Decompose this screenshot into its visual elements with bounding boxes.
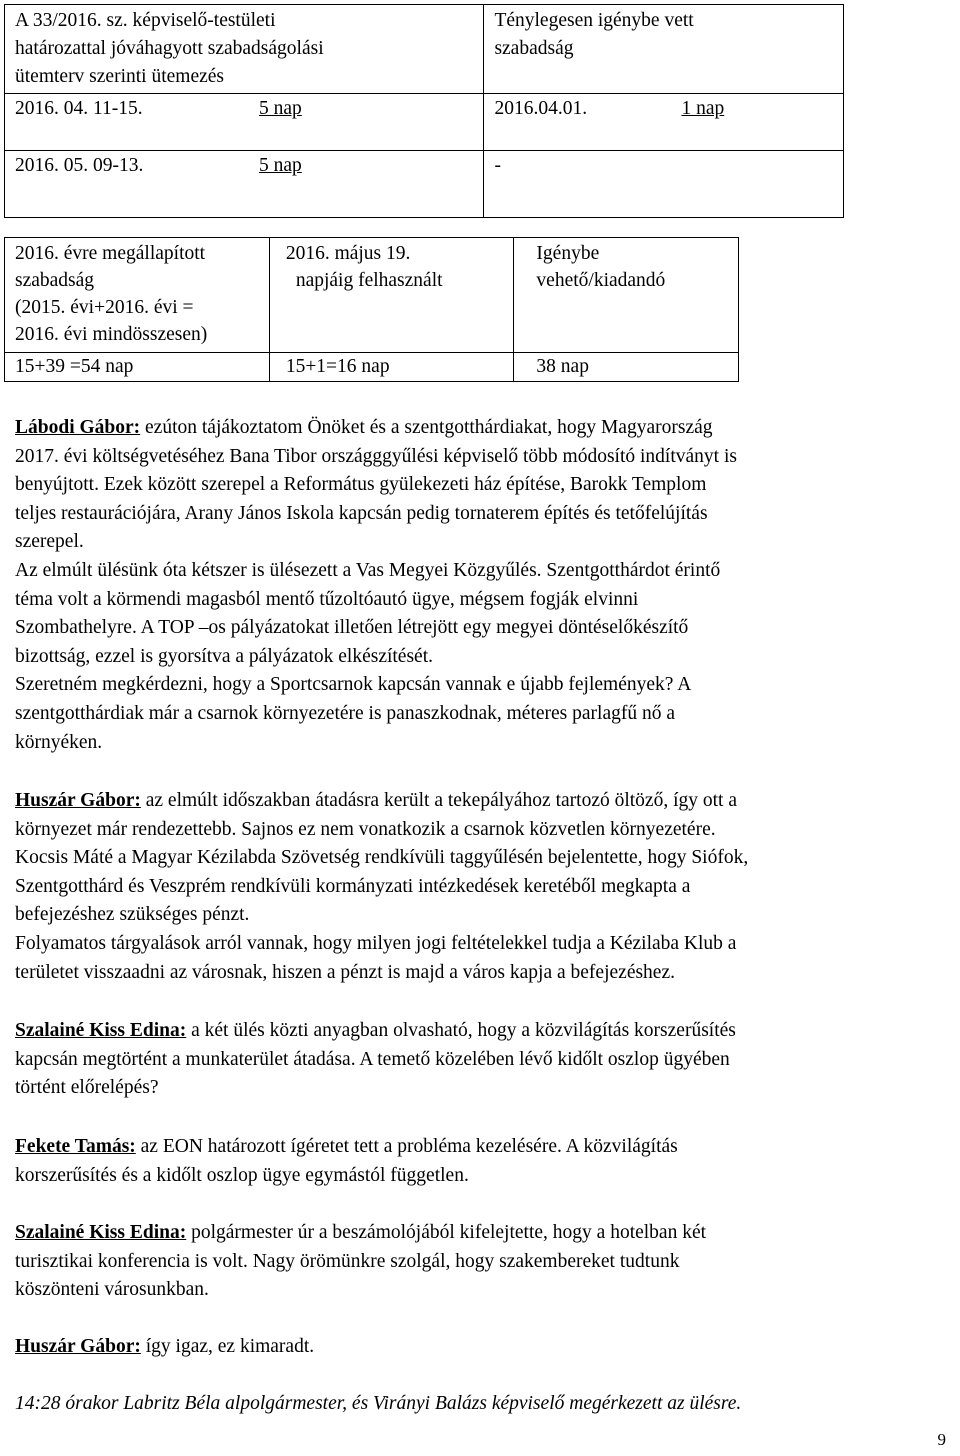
text-line: benyújtott. Ezek között szerepel a Református gyülekezeti ház építése, Barokk Templom <box>15 474 707 496</box>
text-line: bizottság, ezzel is gyorsítva a pályázatok elkészítését. <box>15 645 434 667</box>
planned-date: 2016. 05. 09-13. <box>15 155 144 176</box>
header-line: 2016. május 19. <box>285 243 411 264</box>
schedule-row2-planned <box>5 151 484 218</box>
schedule-row2-actual <box>484 151 844 218</box>
actual-date: 2016.04.01. <box>494 98 588 119</box>
header-line: Ténylegesen igénybe vett <box>494 10 694 31</box>
speaker-name: Huszár Gábor: <box>15 790 141 811</box>
value-text: 15+39 =54 nap <box>15 356 134 377</box>
text-line: Szeretném megkérdezni, hogy a Sportcsarnok kapcsán vannak e újabb fejlemények? A <box>15 674 692 696</box>
speaker-name: Szalainé Kiss Edina: <box>15 1222 187 1243</box>
summary-header-used <box>269 238 514 353</box>
text-line: Az elmúlt ülésünk óta kétszer is ülésezett a Vas Megyei Közgyűlés. Szentgotthárdot érintő <box>15 559 721 581</box>
text-line: teljes restaurációjára, Arany János Iskola kapcsán pedig tornaterem építés és tetőfelújítás <box>15 502 708 524</box>
schedule-row1-actual <box>484 94 844 151</box>
text-line: köszönteni városunkban. <box>15 1279 209 1301</box>
text-line: Szombathelyre. A TOP –os pályázatokat illetően létrejött egy megyei döntéselőkészítő <box>15 617 689 639</box>
value-text: 15+1=16 nap <box>285 356 390 377</box>
text-line: ezúton tájákoztatom Önöket és a szentgotthárdiakat, hogy Magyarország <box>140 417 713 438</box>
text-line: befejezéshez szükséges pénzt. <box>15 904 250 926</box>
header-line: szabadság <box>494 38 574 59</box>
summary-value-total <box>5 353 270 382</box>
planned-days: 5 nap <box>259 155 302 176</box>
text-line: Szentgotthárd és Veszprém rendkívüli kormányzati intézkedések keretéből megkapta a <box>15 875 691 897</box>
header-line: (2015. évi+2016. évi = <box>15 297 194 318</box>
header-line: 2016. évi mindösszesen) <box>15 324 208 345</box>
text-line: 14:28 órakor Labritz Béla alpolgármester, és Virányi Balázs képviselő megérkezett az ülésre. <box>15 1393 742 1414</box>
text-line: turisztikai konferencia is volt. Nagy örömünkre szolgál, hogy szakembereket tudtunk <box>15 1250 680 1272</box>
paragraph-szalaine-2 <box>15 1219 945 1305</box>
text-line: környezet már rendezettebb. Sajnos ez nem vonatkozik a csarnok közvetlen környezetére. <box>15 818 716 840</box>
arrival-note <box>15 1390 945 1419</box>
page-number: 9 <box>937 1430 946 1449</box>
schedule-header-planned <box>5 5 484 94</box>
text-line: környéken. <box>15 731 103 753</box>
speaker-name: Lábodi Gábor: <box>15 417 141 438</box>
speaker-name: Fekete Tamás: <box>15 1136 136 1157</box>
text-line: korszerűsítés és a kidőlt oszlop ügye egymástól független. <box>15 1164 469 1186</box>
paragraph-fekete <box>15 1133 945 1190</box>
text-line: kapcsán megtörtént a munkaterület átadása. A temető közelében lévő kidőlt oszlop ügyében <box>15 1048 730 1070</box>
text-line: 2017. évi költségvetéséhez Bana Tibor országggyűlési képviselő több módosító indítványt is <box>15 445 737 467</box>
header-line: szabadság <box>15 270 95 291</box>
actual-days: 1 nap <box>681 98 725 119</box>
summary-header-total <box>5 238 270 353</box>
speaker-name: Szalainé Kiss Edina: <box>15 1020 187 1041</box>
text-line: Kocsis Máté a Magyar Kézilabda Szövetség rendkívüli taggyűlésén bejelentette, hogy Siófok, <box>15 847 749 869</box>
paragraph-huszar-1 <box>15 787 945 987</box>
text-line: Folyamatos tárgyalások arról vannak, hogy milyen jogi feltételekkel tudja a Kézilaba Klub a <box>15 932 737 954</box>
schedule-row1-planned <box>5 94 484 151</box>
text-line: polgármester úr a beszámolójából kifelejtette, hogy a hotelban két <box>186 1222 707 1243</box>
text-line: történt előrelépés? <box>15 1077 159 1099</box>
header-line: vehető/kiadandó <box>536 270 666 291</box>
value-text: 38 nap <box>536 356 589 377</box>
text-line: az EON határozott ígéretet tett a probléma kezelésére. A közvilágítás <box>135 1136 678 1157</box>
paragraph-labodi <box>15 414 945 757</box>
text-line: a két ülés közti anyagban olvasható, hogy a közvilágítás korszerűsítés <box>186 1020 736 1041</box>
header-line: ütemterv szerinti ütemezés <box>15 66 224 87</box>
text-line: az elmúlt időszakban átadásra került a tekepályához tartozó öltöző, így ott a <box>140 790 737 811</box>
text-line: szerepel. <box>15 531 84 553</box>
text-line: téma volt a körmendi magasból mentő tűzoltóautó ügye, mégsem fogják elvinni <box>15 588 639 610</box>
paragraph-szalaine-1 <box>15 1017 945 1103</box>
vacation-summary-table <box>4 237 739 382</box>
planned-date: 2016. 04. 11-15. <box>15 98 143 119</box>
header-line: 2016. évre megállapított <box>15 243 206 264</box>
text-line: szentgotthárdiak már a csarnok környezetére is panaszkodnak, méteres parlagfű nő a <box>15 702 676 724</box>
header-line: Igénybe <box>536 243 600 264</box>
vacation-schedule-table <box>4 4 844 218</box>
header-line: határozattal jóváhagyott szabadságolási <box>15 38 324 59</box>
header-line: napjáig felhasznált <box>295 270 443 291</box>
text-line: így igaz, ez kimaradt. <box>140 1336 315 1357</box>
text-line: területet visszaadni az városnak, hiszen a pénzt is majd a város kapja a befejezéshez. <box>15 961 675 983</box>
planned-days: 5 nap <box>259 98 302 119</box>
speaker-name: Huszár Gábor: <box>15 1336 141 1357</box>
summary-value-used <box>269 353 514 382</box>
schedule-header-actual <box>484 5 844 94</box>
paragraph-huszar-2 <box>15 1333 945 1362</box>
actual-date: - <box>494 155 501 176</box>
header-line: A 33/2016. sz. képviselő-testületi <box>15 10 276 31</box>
summary-header-remaining <box>514 238 739 353</box>
summary-value-remaining <box>514 353 739 382</box>
